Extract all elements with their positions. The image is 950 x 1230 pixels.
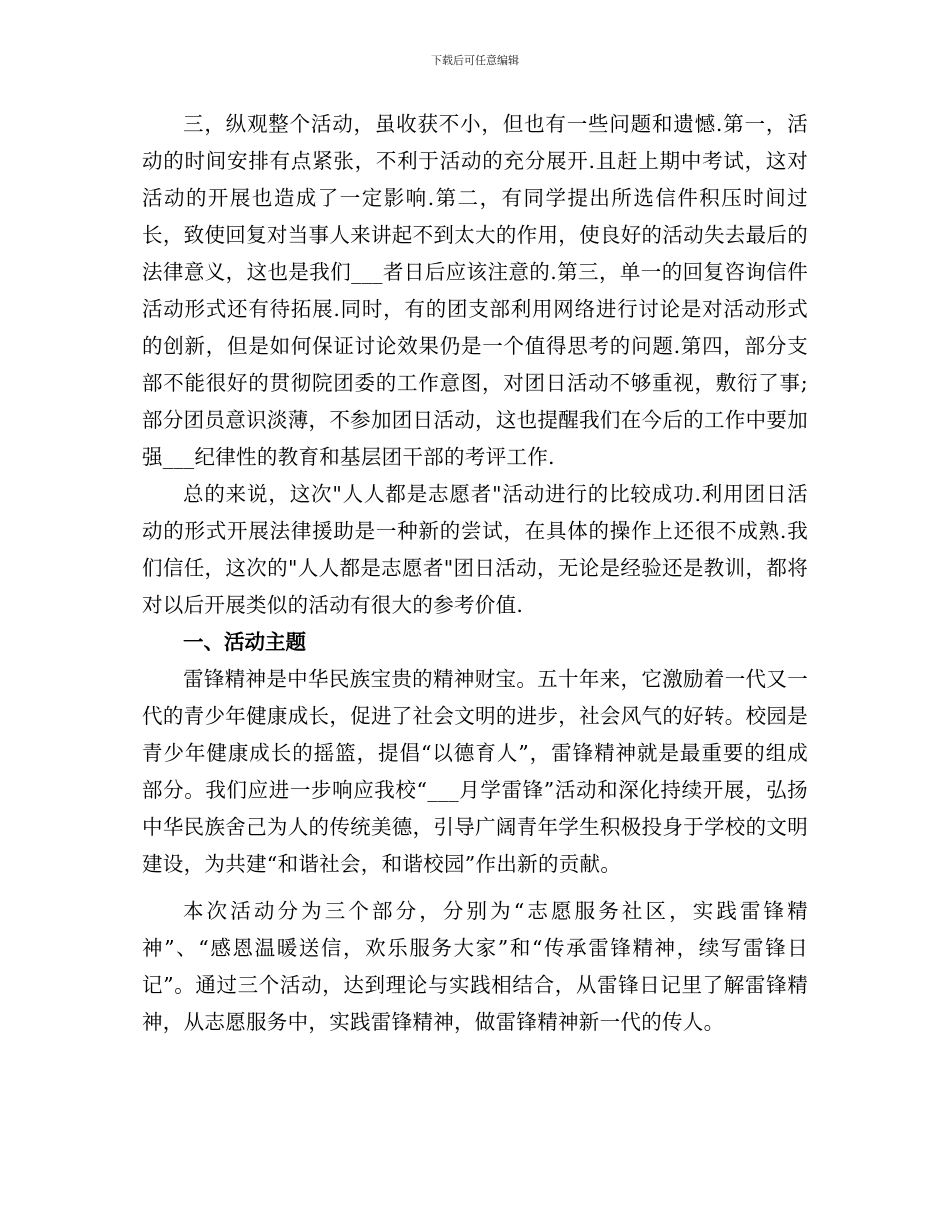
section-heading-activity-theme: 一、活动主题 — [183, 630, 306, 654]
paragraph-summary: 总的来说，这次"人人都是志愿者"活动进行的比较成功.利用团日活动的形式开展法律援助是一种新的尝试，在具体的操作上还很不成熟.我们信任，这次的"人人都是志愿者"团日活动，无论是经验还是教训，都将对以后开展类似的活动有很大的参考价值. — [142, 482, 808, 617]
paragraph-problems-review: 三，纵观整个活动，虽收获不小，但也有一些问题和遗憾.第一，活动的时间安排有点紧张，不利于活动的充分展开.且赶上期中考试，这对活动的开展也造成了一定影响.第二，有同学提出所选信件积压时间过长，致使回复对当事人来讲起不到太大的作用，使良好的活动失去最后的法律意义，这也是我们___者日后应该注意的.第三，单一的回复咨询信件活动形式还有待拓展.同时，有的团支部利用网络进行讨论是对活动形式的创新，但是如何保证讨论效果仍是一个值得思考的问题.第四，部分支部不能很好的贯彻院团委的工作意图，对团日活动不够重视，敷衍了事;部分团员意识淡薄，不参加团日活动，这也提醒我们在今后的工作中要加强___纪律性的教育和基层团干部的考评工作. — [142, 112, 808, 469]
page-header-note: 下载后可任意编辑 — [431, 54, 519, 67]
paragraph-lei-feng-spirit: 雷锋精神是中华民族宝贵的精神财宝。五十年来，它激励着一代又一代的青少年健康成长，促进了社会文明的进步，社会风气的好转。校园是青少年健康成长的摇篮，提倡“以德育人”，雷锋精神就是最重要的组成部分。我们应进一步响应我校“___月学雷锋”活动和深化持续开展，弘扬中华民族舍己为人的传统美德，引导广阔青年学生积极投身于学校的文明建设，为共建“和谐社会，和谐校园”作出新的贡献。 — [142, 667, 808, 876]
document-body — [142, 106, 808, 1041]
paragraph-activity-parts: 本次活动分为三个部分，分别为“志愿服务社区，实践雷锋精神”、“感恩温暖送信，欢乐服务大家”和“传承雷锋精神，续写雷锋日记”。通过三个活动，达到理论与实践相结合，从雷锋日记里了解雷锋精神，从志愿服务中，实践雷锋精神，做雷锋精神新一代的传人。 — [142, 899, 808, 1034]
